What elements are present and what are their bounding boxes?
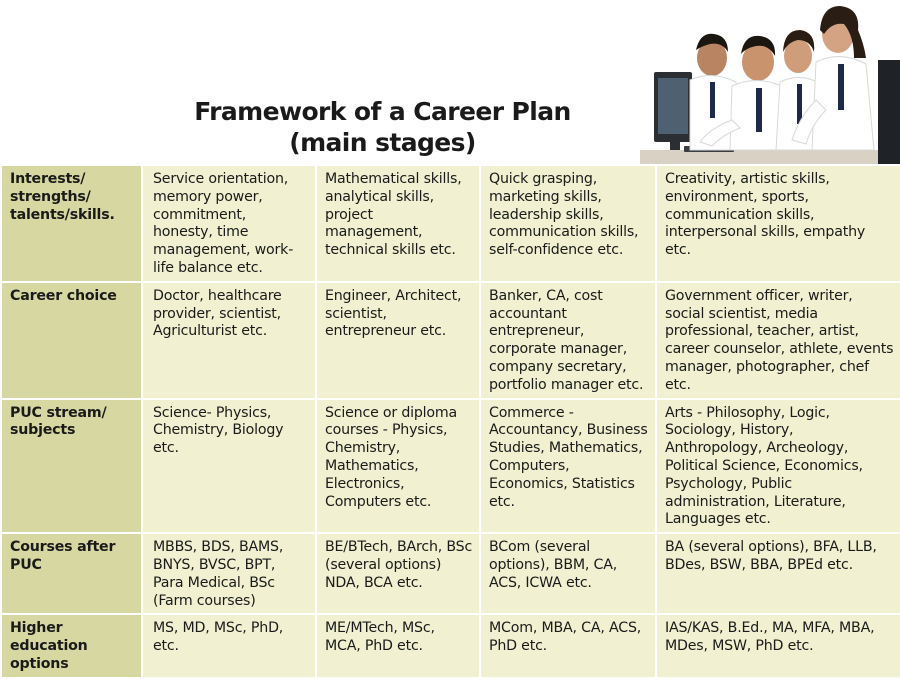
- row-label: Career choice: [1, 282, 142, 399]
- table-cell: Creativity, artistic skills, environment, sports, communication skills, interpersonal skills, empathy etc.: [656, 165, 900, 282]
- table-cell: Mathematical skills, analytical skills, project management, technical skills etc.: [316, 165, 480, 282]
- row-label: Interests/ strengths/ talents/skills.: [1, 165, 142, 282]
- table-cell: Science or diploma courses - Physics, Chemistry, Mathematics, Electronics, Computers etc.: [316, 399, 480, 534]
- career-plan-table: [0, 164, 900, 679]
- row-label: Courses after PUC: [1, 533, 142, 614]
- table-cell: IAS/KAS, B.Ed., MA, MFA, MBA, MDes, MSW, PhD etc.: [656, 614, 900, 677]
- title-line-2: (main stages): [289, 128, 476, 157]
- table-cell: Commerce - Accountancy, Business Studies, Mathematics, Computers, Economics, Statistics etc.: [480, 399, 656, 534]
- page-title: [150, 96, 615, 158]
- students-at-computer-photo: [640, 0, 900, 164]
- header: [0, 0, 900, 164]
- table-cell: MCom, MBA, CA, ACS, PhD etc.: [480, 614, 656, 677]
- table-row: [1, 614, 900, 677]
- table-row: [1, 399, 900, 534]
- table-cell: Arts - Philosophy, Logic, Sociology, History, Anthropology, Archeology, Political Science, Economics, Psychology, Public administration, Literature, Languages etc.: [656, 399, 900, 534]
- table-cell: Government officer, writer, social scientist, media professional, teacher, artist, career counselor, athlete, events manager, photographer, chef etc.: [656, 282, 900, 399]
- table-cell: Quick grasping, marketing skills, leadership skills, communication skills, self-confidence etc.: [480, 165, 656, 282]
- table-cell: BA (several options), BFA, LLB, BDes, BSW, BBA, BPEd etc.: [656, 533, 900, 614]
- table-cell: Banker, CA, cost accountant entrepreneur, corporate manager, company secretary, portfolio manager etc.: [480, 282, 656, 399]
- row-label: Higher education options: [1, 614, 142, 677]
- table-cell: ME/MTech, MSc, MCA, PhD etc.: [316, 614, 480, 677]
- title-line-1: Framework of a Career Plan: [194, 97, 571, 126]
- table-row: [1, 165, 900, 282]
- table-cell: BCom (several options), BBM, CA, ACS, ICWA etc.: [480, 533, 656, 614]
- table-cell: Service orientation, memory power, commitment, honesty, time management, work-life balance etc.: [142, 165, 316, 282]
- table-row: [1, 533, 900, 614]
- table-cell: Science- Physics, Chemistry, Biology etc.: [142, 399, 316, 534]
- row-label: PUC stream/ subjects: [1, 399, 142, 534]
- table-cell: Doctor, healthcare provider, scientist, Agriculturist etc.: [142, 282, 316, 399]
- table-cell: BE/BTech, BArch, BSc (several options) NDA, BCA etc.: [316, 533, 480, 614]
- table-row: [1, 282, 900, 399]
- table-cell: MS, MD, MSc, PhD, etc.: [142, 614, 316, 677]
- table-cell: Engineer, Architect, scientist, entrepreneur etc.: [316, 282, 480, 399]
- table-cell: MBBS, BDS, BAMS, BNYS, BVSC, BPT, Para Medical, BSc (Farm courses): [142, 533, 316, 614]
